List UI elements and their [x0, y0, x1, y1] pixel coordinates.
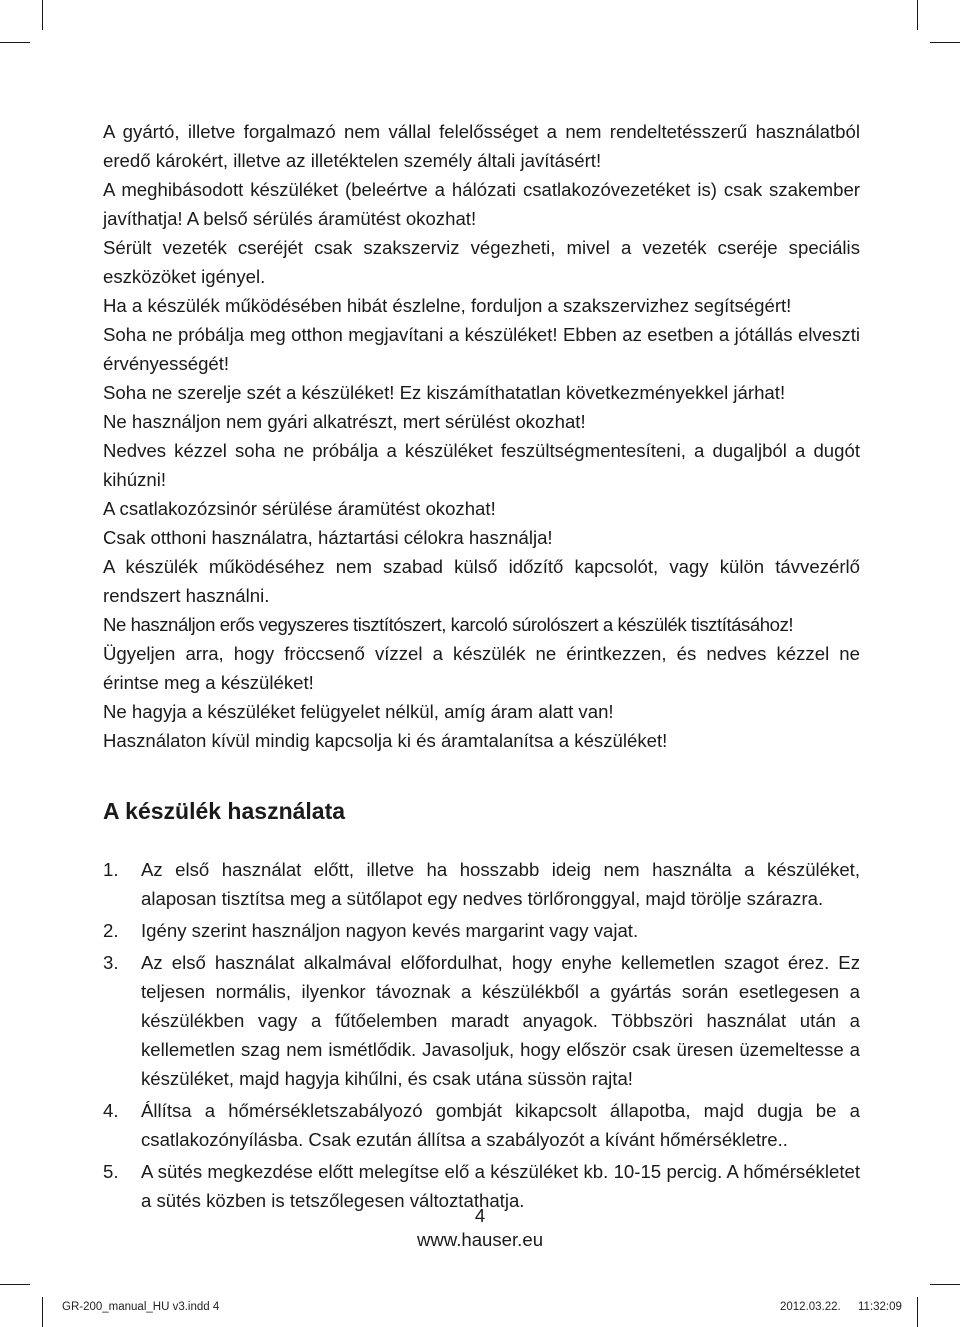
list-item	[103, 948, 860, 1093]
step-text: Az első használat előtt, illetve ha hosszabb ideig nem használta a készüléket, alaposan tisztítsa meg a sütőlapot egy nedves törlőronggyal, majd törölje szárazra.	[141, 859, 860, 909]
step-text: A sütés megkezdése előtt melegítse elő a készüléket kb. 10-15 percig. A hőmérsékletet a sütés közben is tetszőlegesen változtathatja.	[141, 1161, 860, 1211]
warning-paragraph: Soha ne próbálja meg otthon megjavítani a készüléket! Ebben az esetben a jótállás elveszti érvényességét!	[103, 324, 860, 374]
warning-paragraph: Ügyeljen arra, hogy fröccsenő vízzel a készülék ne érintkezzen, és nedves kézzel ne érintse meg a készüléket!	[103, 643, 860, 693]
warning-paragraph: A készülék működéséhez nem szabad külső időzítő kapcsolót, vagy külön távvezérlő rendszert használni.	[103, 556, 860, 606]
website-url: www.hauser.eu	[416, 1229, 544, 1250]
slug-date: 2012.03.22.	[780, 1301, 841, 1313]
crop-mark	[42, 1297, 43, 1327]
slug-filename: GR-200_manual_HU v3.indd 4	[62, 1301, 220, 1313]
crop-mark	[0, 42, 30, 43]
step-number: 1.	[103, 859, 119, 880]
list-item	[103, 855, 860, 913]
step-text: Állítsa a hőmérsékletszabályozó gombját kikapcsolt állapotba, majd dugja be a csatlakozónyílásba. Csak ezután állítsa a szabályozót a kívánt hőmérsékletre..	[141, 1100, 860, 1150]
warning-paragraph: A meghibásodott készüléket (beleértve a hálózati csatlakozóvezetéket is) csak szakember javíthatja! A belső sérülés áramütést okozhat!	[103, 179, 860, 229]
crop-mark	[930, 42, 960, 43]
step-number: 4.	[103, 1100, 119, 1121]
warning-paragraph: A csatlakozózsinór sérülése áramütést okozhat!	[103, 498, 496, 519]
step-number: 3.	[103, 952, 119, 973]
safety-warnings	[103, 117, 860, 755]
crop-mark	[42, 0, 43, 30]
warning-paragraph: Ne használjon erős vegyszeres tisztítószert, karcoló súrolószert a készülék tisztításához!	[103, 614, 794, 635]
usage-steps-list	[103, 855, 860, 1218]
slug-time: 11:32:09	[858, 1301, 902, 1313]
section-heading: A készülék használata	[103, 798, 346, 824]
crop-mark	[917, 1297, 918, 1327]
warning-paragraph: A gyártó, illetve forgalmazó nem vállal felelősséget a nem rendeltetésszerű használatból eredő károkért, illetve az illetéktelen személy általi javításért!	[103, 121, 860, 171]
warning-paragraph: Ha a készülék működésében hibát észlelne, forduljon a szakszervizhez segítségért!	[103, 295, 792, 316]
warning-paragraph: Soha ne szerelje szét a készüléket! Ez kiszámíthatatlan következményekkel járhat!	[103, 382, 786, 403]
step-number: 2.	[103, 920, 119, 941]
page-number: 4	[474, 1205, 486, 1226]
warning-paragraph: Nedves kézzel soha ne próbálja a készüléket feszültségmentesíteni, a dugaljból a dugót kihúzni!	[103, 440, 860, 490]
warning-paragraph: Ne hagyja a készüléket felügyelet nélkül, amíg áram alatt van!	[103, 701, 614, 722]
warning-paragraph: Ne használjon nem gyári alkatrészt, mert sérülést okozhat!	[103, 411, 586, 432]
step-text: Az első használat alkalmával előfordulhat, hogy enyhe kellemetlen szagot érez. Ez teljesen normális, ilyenkor távoznak a készülékből a gyártás során esetlegesen a készülékben vagy a fűtőelemben maradt anyagok. Többszöri használat után a kellemetlen szag nem ismétlődik. Javasoljuk, hogy először csak üresen üzemeltesse a készüléket, majd hagyja kihűlni, és csak utána süssön rajta!	[141, 952, 860, 1089]
crop-mark	[930, 1284, 960, 1285]
list-item	[103, 916, 860, 945]
crop-mark	[917, 0, 918, 30]
crop-mark	[0, 1284, 30, 1285]
warning-paragraph: Sérült vezeték cseréjét csak szakszerviz végezheti, mivel a vezeték cseréje speciális eszközöket igényel.	[103, 237, 860, 287]
step-number: 5.	[103, 1161, 119, 1182]
warning-paragraph: Csak otthoni használatra, háztartási célokra használja!	[103, 527, 553, 548]
list-item	[103, 1096, 860, 1154]
warning-paragraph: Használaton kívül mindig kapcsolja ki és áramtalanítsa a készüléket!	[103, 730, 668, 751]
step-text: Igény szerint használjon nagyon kevés margarint vagy vajat.	[141, 920, 639, 941]
